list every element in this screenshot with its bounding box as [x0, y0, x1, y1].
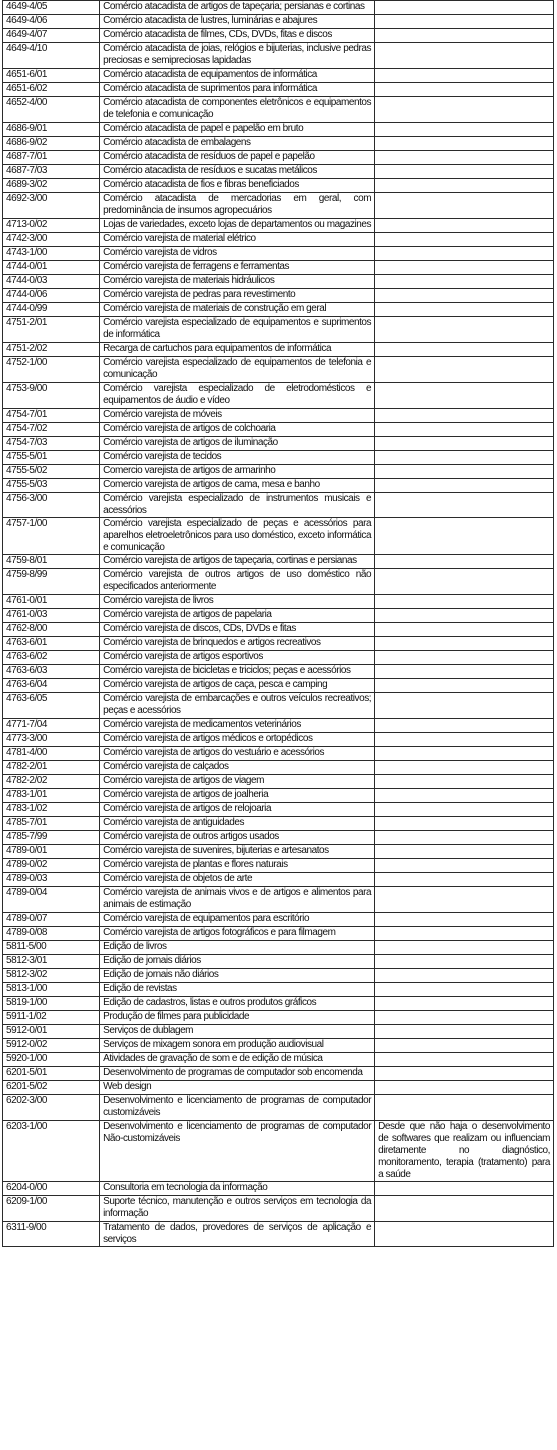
table-row	[3, 859, 554, 873]
activity-code-cell: 5819-1/00	[3, 997, 100, 1011]
table-row	[3, 179, 554, 193]
activity-description-cell: Comércio varejista especializado de eletrodomésticos e equipamentos de áudio e vídeo	[100, 383, 375, 409]
activity-description-cell: Comércio varejista de artigos de joalheria	[100, 789, 375, 803]
activity-description-cell: Comércio atacadista de mercadorias em geral, com predominância de insumos agropecuários	[100, 193, 375, 219]
activity-description-cell: Comércio varejista de artigos médicos e ortopédicos	[100, 733, 375, 747]
activity-note-cell	[375, 873, 554, 887]
table-row	[3, 1067, 554, 1081]
activity-code-cell: 4687-7/03	[3, 165, 100, 179]
activity-code-cell: 4751-2/02	[3, 343, 100, 357]
cnae-activities-table	[2, 0, 554, 1247]
activity-code-cell: 4754-7/02	[3, 423, 100, 437]
activity-code-cell: 4789-0/01	[3, 845, 100, 859]
activity-code-cell: 5811-5/00	[3, 941, 100, 955]
activity-description-cell: Comércio varejista especializado de peças e acessórios para aparelhos eletroeletrônicos para uso doméstico, exceto informática e comunicação	[100, 518, 375, 555]
activity-note-cell	[375, 1053, 554, 1067]
activity-note-cell	[375, 887, 554, 913]
activity-description-cell: Comércio atacadista de resíduos e sucatas metálicos	[100, 165, 375, 179]
activity-code-cell: 4771-7/04	[3, 719, 100, 733]
table-row	[3, 303, 554, 317]
activity-note-cell	[375, 665, 554, 679]
activity-code-cell: 4686-9/02	[3, 137, 100, 151]
activity-code-cell: 4743-1/00	[3, 247, 100, 261]
activity-code-cell: 4785-7/99	[3, 831, 100, 845]
activity-code-cell: 4744-0/99	[3, 303, 100, 317]
table-row	[3, 1196, 554, 1222]
table-row	[3, 1182, 554, 1196]
activity-note-cell: Desde que não haja o desenvolvimento de softwares que realizam ou influenciam diretamente no diagnóstico, monitoramento, terapia (tratamento) para a saúde	[375, 1121, 554, 1182]
activity-description-cell: Comércio varejista de discos, CDs, DVDs e fitas	[100, 623, 375, 637]
table-row	[3, 831, 554, 845]
activity-description-cell: Edição de livros	[100, 941, 375, 955]
activity-note-cell	[375, 1011, 554, 1025]
activity-code-cell: 4692-3/00	[3, 193, 100, 219]
table-row	[3, 275, 554, 289]
activity-code-cell: 6201-5/01	[3, 1067, 100, 1081]
table-row	[3, 465, 554, 479]
activity-description-cell: Comércio atacadista de filmes, CDs, DVDs, fitas e discos	[100, 29, 375, 43]
activity-note-cell	[375, 317, 554, 343]
table-row	[3, 97, 554, 123]
activity-description-cell: Desenvolvimento e licenciamento de programas de computador Não-customizáveis	[100, 1121, 375, 1182]
table-row	[3, 1039, 554, 1053]
activity-description-cell: Comércio varejista de móveis	[100, 409, 375, 423]
activity-code-cell: 4789-0/07	[3, 913, 100, 927]
activity-description-cell: Comércio varejista de artigos de caça, pesca e camping	[100, 679, 375, 693]
table-row	[3, 927, 554, 941]
activity-description-cell: Desenvolvimento e licenciamento de programas de computador customizáveis	[100, 1095, 375, 1121]
table-row	[3, 1081, 554, 1095]
activity-description-cell: Comercio varejista de artigos de cama, mesa e banho	[100, 479, 375, 493]
activity-description-cell: Comércio varejista de artigos de iluminação	[100, 437, 375, 451]
activity-code-cell: 4751-2/01	[3, 317, 100, 343]
activity-description-cell: Comércio atacadista de resíduos de papel e papelão	[100, 151, 375, 165]
table-row	[3, 719, 554, 733]
table-row	[3, 969, 554, 983]
activity-code-cell: 4761-0/03	[3, 609, 100, 623]
activity-note-cell	[375, 423, 554, 437]
activity-note-cell	[375, 1196, 554, 1222]
activity-note-cell	[375, 493, 554, 518]
activity-description-cell: Comércio varejista de artigos fotográficos e para filmagem	[100, 927, 375, 941]
activity-description-cell: Comércio varejista de outros artigos de uso doméstico não especificados anteriormente	[100, 569, 375, 595]
activity-code-cell: 4649-4/06	[3, 15, 100, 29]
activity-note-cell	[375, 343, 554, 357]
table-row	[3, 518, 554, 555]
activity-description-cell: Comércio varejista de ferragens e ferramentas	[100, 261, 375, 275]
table-row	[3, 955, 554, 969]
activity-note-cell	[375, 1067, 554, 1081]
table-row	[3, 423, 554, 437]
activity-description-cell: Edição de cadastros, listas e outros produtos gráficos	[100, 997, 375, 1011]
activity-description-cell: Comércio varejista de plantas e flores naturais	[100, 859, 375, 873]
activity-note-cell	[375, 15, 554, 29]
activity-description-cell: Comércio atacadista de lustres, luminárias e abajures	[100, 15, 375, 29]
activity-code-cell: 6204-0/00	[3, 1182, 100, 1196]
activity-description-cell: Comércio varejista especializado de instrumentos musicais e acessórios	[100, 493, 375, 518]
activity-note-cell	[375, 955, 554, 969]
activity-description-cell: Comércio atacadista de fios e fibras beneficiados	[100, 179, 375, 193]
table-row	[3, 1011, 554, 1025]
table-row	[3, 451, 554, 465]
activity-code-cell: 5812-3/02	[3, 969, 100, 983]
activity-description-cell: Produção de filmes para publicidade	[100, 1011, 375, 1025]
table-row	[3, 409, 554, 423]
activity-code-cell: 4753-9/00	[3, 383, 100, 409]
table-body	[3, 1, 554, 1247]
table-row	[3, 69, 554, 83]
activity-description-cell: Comércio atacadista de suprimentos para informática	[100, 83, 375, 97]
activity-code-cell: 4789-0/04	[3, 887, 100, 913]
activity-description-cell: Comércio varejista de materiais de construção em geral	[100, 303, 375, 317]
activity-note-cell	[375, 303, 554, 317]
activity-code-cell: 4756-3/00	[3, 493, 100, 518]
activity-code-cell: 4789-0/02	[3, 859, 100, 873]
activity-description-cell: Edição de revistas	[100, 983, 375, 997]
activity-note-cell	[375, 409, 554, 423]
activity-code-cell: 4757-1/00	[3, 518, 100, 555]
activity-code-cell: 4651-6/01	[3, 69, 100, 83]
activity-note-cell	[375, 733, 554, 747]
activity-description-cell: Comércio varejista de artigos de colchoaria	[100, 423, 375, 437]
activity-note-cell	[375, 1222, 554, 1247]
activity-note-cell	[375, 1095, 554, 1121]
activity-note-cell	[375, 357, 554, 383]
table-row	[3, 651, 554, 665]
activity-code-cell: 4783-1/02	[3, 803, 100, 817]
activity-description-cell: Serviços de dublagem	[100, 1025, 375, 1039]
table-row	[3, 83, 554, 97]
activity-description-cell: Comércio varejista de artigos esportivos	[100, 651, 375, 665]
table-row	[3, 803, 554, 817]
activity-note-cell	[375, 623, 554, 637]
activity-code-cell: 4713-0/02	[3, 219, 100, 233]
table-row	[3, 289, 554, 303]
table-row	[3, 983, 554, 997]
activity-description-cell: Comércio varejista de pedras para revestimento	[100, 289, 375, 303]
activity-description-cell: Tratamento de dados, provedores de serviços de aplicação e serviços	[100, 1222, 375, 1247]
table-row	[3, 913, 554, 927]
table-row	[3, 1121, 554, 1182]
activity-code-cell: 4763-6/05	[3, 693, 100, 719]
activity-note-cell	[375, 289, 554, 303]
table-row	[3, 1222, 554, 1247]
activity-note-cell	[375, 43, 554, 69]
activity-description-cell: Consultoria em tecnologia da informação	[100, 1182, 375, 1196]
activity-description-cell: Comércio varejista especializado de equipamentos de telefonia e comunicação	[100, 357, 375, 383]
activity-code-cell: 5920-1/00	[3, 1053, 100, 1067]
activity-note-cell	[375, 261, 554, 275]
activity-description-cell: Lojas de variedades, exceto lojas de departamentos ou magazines	[100, 219, 375, 233]
activity-description-cell: Comércio atacadista de artigos de tapeçaria; persianas e cortinas	[100, 1, 375, 15]
activity-description-cell: Comércio varejista de equipamentos para escritório	[100, 913, 375, 927]
activity-code-cell: 4649-4/05	[3, 1, 100, 15]
activity-code-cell: 4763-6/02	[3, 651, 100, 665]
activity-description-cell: Edição de jornais não diários	[100, 969, 375, 983]
activity-note-cell	[375, 1025, 554, 1039]
activity-note-cell	[375, 179, 554, 193]
activity-description-cell: Comercio varejista de artigos de armarinho	[100, 465, 375, 479]
activity-description-cell: Comércio varejista de suvenires, bijuterias e artesanatos	[100, 845, 375, 859]
table-row	[3, 437, 554, 451]
activity-code-cell: 5911-1/02	[3, 1011, 100, 1025]
table-row	[3, 1095, 554, 1121]
table-row	[3, 775, 554, 789]
activity-code-cell: 4759-8/01	[3, 555, 100, 569]
table-row	[3, 137, 554, 151]
table-row	[3, 493, 554, 518]
activity-code-cell: 4785-7/01	[3, 817, 100, 831]
activity-code-cell: 6209-1/00	[3, 1196, 100, 1222]
activity-note-cell	[375, 637, 554, 651]
activity-code-cell: 4789-0/08	[3, 927, 100, 941]
activity-description-cell: Comércio varejista de outros artigos usados	[100, 831, 375, 845]
activity-code-cell: 4773-3/00	[3, 733, 100, 747]
activity-description-cell: Comércio varejista de embarcações e outros veículos recreativos; peças e acessórios	[100, 693, 375, 719]
activity-note-cell	[375, 747, 554, 761]
activity-description-cell: Comércio varejista de bicicletas e triciclos; peças e acessórios	[100, 665, 375, 679]
activity-code-cell: 4744-0/06	[3, 289, 100, 303]
activity-description-cell: Comércio varejista de material elétrico	[100, 233, 375, 247]
table-row	[3, 123, 554, 137]
table-row	[3, 761, 554, 775]
activity-description-cell: Comércio varejista de artigos de papelaria	[100, 609, 375, 623]
table-row	[3, 1, 554, 15]
table-row	[3, 693, 554, 719]
activity-note-cell	[375, 69, 554, 83]
activity-note-cell	[375, 29, 554, 43]
table-row	[3, 665, 554, 679]
activity-note-cell	[375, 1, 554, 15]
activity-description-cell: Comércio varejista de antiguidades	[100, 817, 375, 831]
activity-code-cell: 4783-1/01	[3, 789, 100, 803]
activity-description-cell: Recarga de cartuchos para equipamentos de informática	[100, 343, 375, 357]
activity-note-cell	[375, 275, 554, 289]
activity-code-cell: 6203-1/00	[3, 1121, 100, 1182]
activity-code-cell: 4763-6/03	[3, 665, 100, 679]
table-row	[3, 15, 554, 29]
table-row	[3, 317, 554, 343]
activity-description-cell: Comércio varejista de objetos de arte	[100, 873, 375, 887]
activity-description-cell: Suporte técnico, manutenção e outros serviços em tecnologia da informação	[100, 1196, 375, 1222]
table-row	[3, 817, 554, 831]
activity-description-cell: Comércio atacadista de joias, relógios e bijuterias, inclusive pedras preciosas e semipreciosas lapidadas	[100, 43, 375, 69]
activity-code-cell: 5912-0/01	[3, 1025, 100, 1039]
table-row	[3, 679, 554, 693]
activity-note-cell	[375, 465, 554, 479]
activity-note-cell	[375, 383, 554, 409]
activity-code-cell: 4763-6/04	[3, 679, 100, 693]
activity-note-cell	[375, 693, 554, 719]
table-row	[3, 637, 554, 651]
activity-note-cell	[375, 983, 554, 997]
activity-description-cell: Desenvolvimento de programas de computador sob encomenda	[100, 1067, 375, 1081]
table-row	[3, 997, 554, 1011]
activity-note-cell	[375, 595, 554, 609]
activity-code-cell: 5912-0/02	[3, 1039, 100, 1053]
activity-note-cell	[375, 137, 554, 151]
activity-note-cell	[375, 775, 554, 789]
activity-note-cell	[375, 1039, 554, 1053]
activity-note-cell	[375, 83, 554, 97]
activity-code-cell: 4782-2/01	[3, 761, 100, 775]
activity-note-cell	[375, 1182, 554, 1196]
activity-note-cell	[375, 803, 554, 817]
activity-code-cell: 4761-0/01	[3, 595, 100, 609]
activity-description-cell: Comércio varejista de artigos de relojoaria	[100, 803, 375, 817]
table-row	[3, 43, 554, 69]
table-row	[3, 219, 554, 233]
activity-code-cell: 6201-5/02	[3, 1081, 100, 1095]
table-row	[3, 165, 554, 179]
activity-note-cell	[375, 233, 554, 247]
table-row	[3, 383, 554, 409]
activity-code-cell: 4742-3/00	[3, 233, 100, 247]
activity-note-cell	[375, 123, 554, 137]
activity-code-cell: 4744-0/01	[3, 261, 100, 275]
activity-code-cell: 4755-5/03	[3, 479, 100, 493]
table-row	[3, 845, 554, 859]
table-row	[3, 873, 554, 887]
activity-note-cell	[375, 219, 554, 233]
table-row	[3, 941, 554, 955]
table-row	[3, 623, 554, 637]
activity-note-cell	[375, 151, 554, 165]
activity-note-cell	[375, 831, 554, 845]
table-row	[3, 569, 554, 595]
activity-code-cell: 4759-8/99	[3, 569, 100, 595]
activity-code-cell: 4752-1/00	[3, 357, 100, 383]
table-row	[3, 1053, 554, 1067]
activity-description-cell: Comércio varejista de artigos de viagem	[100, 775, 375, 789]
activity-code-cell: 4689-3/02	[3, 179, 100, 193]
activity-note-cell	[375, 451, 554, 465]
activity-code-cell: 4686-9/01	[3, 123, 100, 137]
activity-description-cell: Comércio atacadista de componentes eletrônicos e equipamentos de telefonia e comunicação	[100, 97, 375, 123]
activity-note-cell	[375, 479, 554, 493]
activity-description-cell: Comércio varejista de animais vivos e de artigos e alimentos para animais de estimação	[100, 887, 375, 913]
activity-code-cell: 4755-5/02	[3, 465, 100, 479]
table-row	[3, 747, 554, 761]
activity-code-cell: 4651-6/02	[3, 83, 100, 97]
table-row	[3, 595, 554, 609]
activity-description-cell: Comércio varejista de vidros	[100, 247, 375, 261]
activity-code-cell: 4763-6/01	[3, 637, 100, 651]
activity-code-cell: 4754-7/01	[3, 409, 100, 423]
activity-note-cell	[375, 719, 554, 733]
table-row	[3, 733, 554, 747]
activity-description-cell: Comércio varejista de artigos do vestuário e acessórios	[100, 747, 375, 761]
activity-note-cell	[375, 845, 554, 859]
activity-description-cell: Edição de jornais diários	[100, 955, 375, 969]
activity-note-cell	[375, 927, 554, 941]
table-row	[3, 193, 554, 219]
activity-code-cell: 4649-4/10	[3, 43, 100, 69]
activity-note-cell	[375, 609, 554, 623]
activity-note-cell	[375, 569, 554, 595]
activity-description-cell: Comércio atacadista de embalagens	[100, 137, 375, 151]
activity-code-cell: 4649-4/07	[3, 29, 100, 43]
activity-description-cell: Comércio varejista de materiais hidráulicos	[100, 275, 375, 289]
activity-note-cell	[375, 679, 554, 693]
table-row	[3, 233, 554, 247]
activity-description-cell: Comércio varejista especializado de equipamentos e suprimentos de informática	[100, 317, 375, 343]
activity-code-cell: 4744-0/03	[3, 275, 100, 289]
activity-description-cell: Comércio varejista de tecidos	[100, 451, 375, 465]
activity-code-cell: 4755-5/01	[3, 451, 100, 465]
activity-note-cell	[375, 247, 554, 261]
activity-code-cell: 4687-7/01	[3, 151, 100, 165]
activity-note-cell	[375, 761, 554, 775]
activity-note-cell	[375, 437, 554, 451]
activity-note-cell	[375, 165, 554, 179]
table-row	[3, 555, 554, 569]
activity-note-cell	[375, 817, 554, 831]
activity-note-cell	[375, 1081, 554, 1095]
activity-code-cell: 4652-4/00	[3, 97, 100, 123]
activity-description-cell: Comércio atacadista de papel e papelão em bruto	[100, 123, 375, 137]
activity-note-cell	[375, 518, 554, 555]
activity-note-cell	[375, 859, 554, 873]
activity-note-cell	[375, 651, 554, 665]
table-row	[3, 247, 554, 261]
activity-description-cell: Comércio varejista de calçados	[100, 761, 375, 775]
activity-note-cell	[375, 97, 554, 123]
activity-code-cell: 6202-3/00	[3, 1095, 100, 1121]
activity-note-cell	[375, 193, 554, 219]
activity-code-cell: 4782-2/02	[3, 775, 100, 789]
table-row	[3, 29, 554, 43]
table-row	[3, 1025, 554, 1039]
activity-note-cell	[375, 789, 554, 803]
table-row	[3, 479, 554, 493]
activity-description-cell: Web design	[100, 1081, 375, 1095]
activity-description-cell: Comércio varejista de artigos de tapeçaria, cortinas e persianas	[100, 555, 375, 569]
table-row	[3, 357, 554, 383]
activity-description-cell: Comércio varejista de medicamentos veterinários	[100, 719, 375, 733]
table-row	[3, 887, 554, 913]
activity-description-cell: Comércio atacadista de equipamentos de informática	[100, 69, 375, 83]
table-row	[3, 151, 554, 165]
activity-note-cell	[375, 997, 554, 1011]
activity-description-cell: Comércio varejista de livros	[100, 595, 375, 609]
table-row	[3, 609, 554, 623]
table-row	[3, 789, 554, 803]
activity-code-cell: 6311-9/00	[3, 1222, 100, 1247]
activity-code-cell: 5812-3/01	[3, 955, 100, 969]
table-row	[3, 261, 554, 275]
activity-code-cell: 4781-4/00	[3, 747, 100, 761]
activity-description-cell: Comércio varejista de brinquedos e artigos recreativos	[100, 637, 375, 651]
activity-code-cell: 4754-7/03	[3, 437, 100, 451]
activity-code-cell: 4762-8/00	[3, 623, 100, 637]
activity-note-cell	[375, 555, 554, 569]
activity-description-cell: Atividades de gravação de som e de edição de música	[100, 1053, 375, 1067]
activity-code-cell: 4789-0/03	[3, 873, 100, 887]
table-row	[3, 343, 554, 357]
activity-code-cell: 5813-1/00	[3, 983, 100, 997]
activity-note-cell	[375, 913, 554, 927]
activity-description-cell: Serviços de mixagem sonora em produção audiovisual	[100, 1039, 375, 1053]
activity-note-cell	[375, 969, 554, 983]
activity-note-cell	[375, 941, 554, 955]
